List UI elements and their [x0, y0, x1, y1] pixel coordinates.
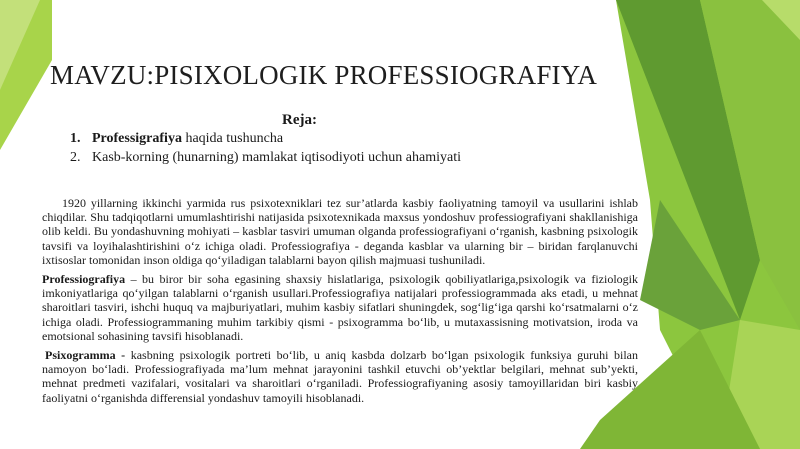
- paragraph-text: kasbning psixologik portreti bo‘lib, u aniq kasbda dolzarb bo‘lgan psixologik funksiya guruhi bilan namoyon bo‘ladi. Professiografiyada ma’lum mehnat jarayonini tashkil etuvchi ob’yektlar belgilari, mehnat sub’yekti, mehnat predmeti vazifalari, vositalari va sharoitlari o‘rganiladi. Professiografiyaning asosiy tamoyillaridan biri kasbiy faoliyatni o‘rganishda differensial yondashuv tamoyili hisoblanadi.: [42, 348, 638, 405]
- plan-item-number: 1.: [70, 131, 81, 146]
- plan-item-bold: Professigrafiya: [92, 131, 182, 146]
- slide-title: MAVZU:PISIXOLOGIK PROFESSIOGRAFIYA: [50, 60, 598, 90]
- plan-heading: Reja:: [282, 112, 317, 128]
- body-text: [42, 196, 638, 410]
- paragraph-professiografiya: [42, 272, 638, 343]
- plan-item: [70, 129, 461, 148]
- plan-list: [70, 129, 461, 167]
- paragraph-psixogramma: [42, 348, 638, 405]
- plan-item-text: haqida tushuncha: [181, 131, 284, 146]
- plan-item-text: Kasb-korning (hunarning) mamlakat iqtisodiyoti uchun ahamiyati: [92, 150, 461, 165]
- paragraph-text: – bu biror bir soha egasining shaxsiy hislatlariga, psixologik qobiliyatlariga,psixologik va fiziologik imkoniyatlariga qo‘yilgan talablarni o‘rganish usullari.Professiografiya natijalari professiogrammada aks etadi, u mehnat sharoitlari tasviri, ishchi huquq va majburiyatlari, muhim kasbiy sifatlari shuningdek, sog‘lig‘iga qarshi ko‘rsatmalarni o‘z ichiga oladi. Professiogrammaning muhim tarkibiy qismi - psixogramma bo‘lib, u mutaxassisning motivatsion, iroda va emotsional sohasining tavsifi hisoblanadi.: [42, 272, 638, 343]
- plan-item-number: 2.: [70, 150, 81, 165]
- paragraph-term: Psixogramma -: [45, 348, 126, 363]
- paragraph-intro: [42, 196, 638, 267]
- paragraph-text: 1920 yillarning ikkinchi yarmida rus psixotexniklari tez sur’atlarda kasbiy faoliyatning tamoyil va usullarini ishlab chiqdilar. Shu tadqiqotlarni umumlashtirishi natijasida psixotexnikada maxsus yondoshuv professiografiyani shakllanishiga olib keldi. Bu yondashuvning mohiyati – kasblar tasviri umuman olganda professiografiyani o‘rganish, kasbning psixologik tavsifi va loyihalashtirishini o‘z ichiga oladi. Professiografiya - deganda kasblar va ularning bir – biridan farqlanuvchi ixtisoslar tomonidan inson oldiga qo‘yiladigan talablarni bayon qilish majmuasi tushuniladi.: [42, 196, 638, 267]
- paragraph-term: Professiografiya: [42, 272, 126, 287]
- plan-item: [70, 148, 461, 167]
